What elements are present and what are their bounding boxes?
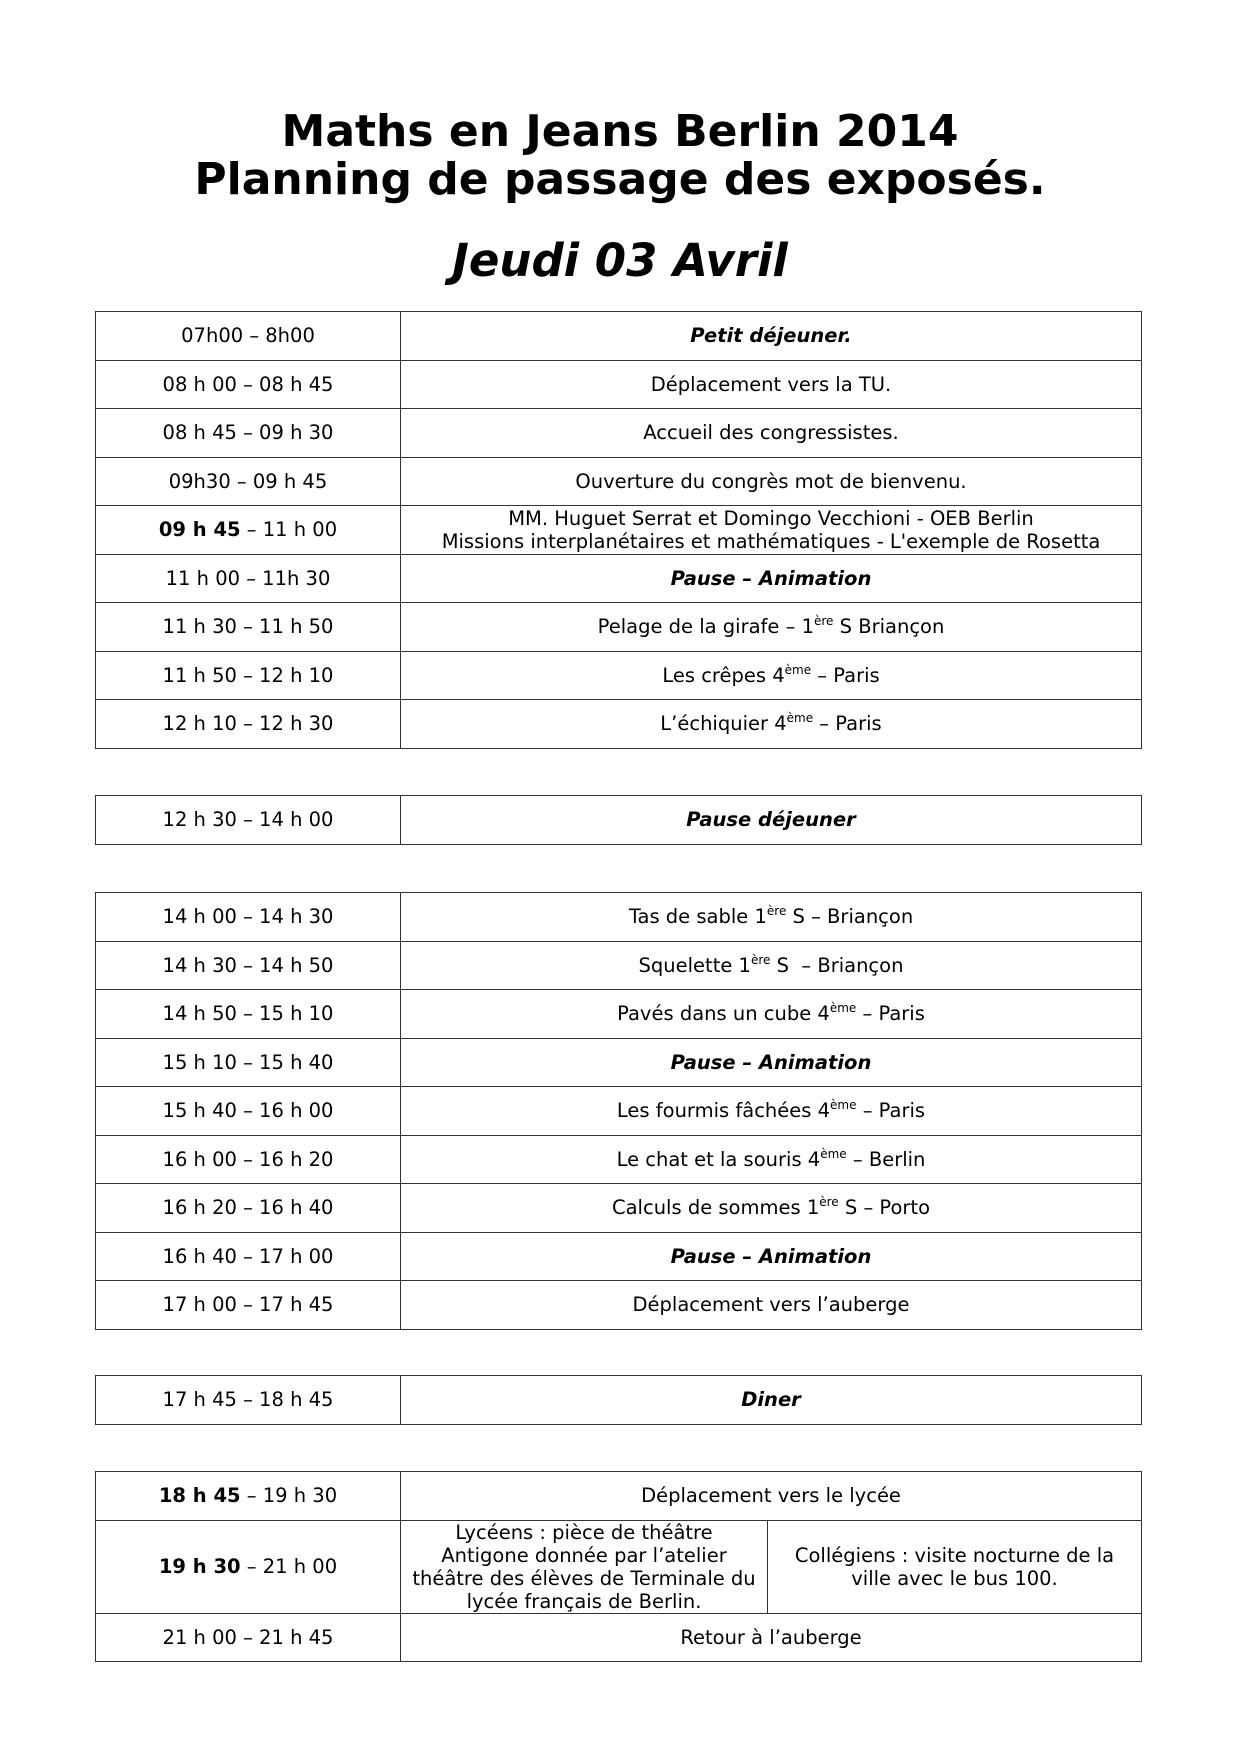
talk-school: – Berlin <box>846 1147 926 1171</box>
table-row <box>96 312 1142 361</box>
talk-school: S Briançon <box>833 615 945 639</box>
grade-suffix: ème <box>786 711 814 726</box>
talk-title: Les fourmis fâchées 4 <box>616 1099 831 1123</box>
table-row <box>96 1087 1142 1136</box>
table-row <box>96 893 1142 942</box>
talk-school: – Paris <box>813 712 882 736</box>
talk-title: Pavés dans un cube 4 <box>617 1002 830 1026</box>
table-row <box>96 603 1142 652</box>
time-start: 19 h 30 <box>158 1555 241 1578</box>
activity-cell <box>401 603 1142 652</box>
time-cell: 11 h 00 – 11h 30 <box>96 554 401 603</box>
schedule-table-evening <box>95 1471 1142 1662</box>
time-cell: 11 h 30 – 11 h 50 <box>96 603 401 652</box>
time-end: – 21 h 00 <box>240 1555 338 1578</box>
activity-cell: Diner <box>401 1376 1142 1425</box>
time-cell <box>96 1520 401 1613</box>
grade-suffix: ère <box>813 614 834 629</box>
schedule-table-lunch <box>95 795 1142 845</box>
activity-cell <box>401 990 1142 1039</box>
time-cell: 14 h 00 – 14 h 30 <box>96 893 401 942</box>
time-cell: 21 h 00 – 21 h 45 <box>96 1613 401 1662</box>
talk-school: – Paris <box>856 1002 925 1026</box>
grade-suffix: ère <box>819 1195 839 1210</box>
grade-suffix: ère <box>750 952 771 967</box>
talk-school: S – Porto <box>838 1196 930 1220</box>
talk-title: Pelage de la girafe – 1 <box>597 615 814 639</box>
speaker-line: MM. Huguet Serrat et Domingo Vecchioni - OEB Berlin <box>508 506 1034 530</box>
time-cell: 15 h 40 – 16 h 00 <box>96 1087 401 1136</box>
time-cell: 08 h 45 – 09 h 30 <box>96 409 401 458</box>
table-row <box>96 1376 1142 1425</box>
time-start: 18 h 45 <box>158 1484 241 1508</box>
activity-cell <box>401 893 1142 942</box>
table-row <box>96 990 1142 1039</box>
table-row <box>96 1232 1142 1281</box>
activity-cell: Pause – Animation <box>401 1038 1142 1087</box>
activity-cell: Accueil des congressistes. <box>401 409 1142 458</box>
talk-school: S – Briançon <box>786 905 914 929</box>
table-row <box>96 1613 1142 1662</box>
activity-cell <box>401 941 1142 990</box>
talk-title: Les crêpes 4 <box>662 663 785 687</box>
time-start: 09 h 45 <box>158 518 241 542</box>
table-row <box>96 506 1142 555</box>
time-cell: 12 h 10 – 12 h 30 <box>96 700 401 749</box>
schedule-table-dinner <box>95 1375 1142 1425</box>
activity-cell: Retour à l’auberge <box>401 1613 1142 1662</box>
activity-cell <box>401 651 1142 700</box>
talk-title: L’échiquier 4 <box>660 712 787 736</box>
grade-suffix: ème <box>820 1146 847 1161</box>
activity-cell <box>401 506 1142 555</box>
time-cell: 17 h 45 – 18 h 45 <box>96 1376 401 1425</box>
page-title: Maths en Jeans Berlin 2014 <box>281 106 959 157</box>
table-row <box>96 1184 1142 1233</box>
talk-school: – Paris <box>811 663 880 687</box>
table-row <box>96 941 1142 990</box>
page-subtitle-line: Planning de passage des exposés. <box>194 154 1046 205</box>
time-cell: 07h00 – 8h00 <box>96 312 401 361</box>
activity-cell-lyceens: Lycéens : pièce de théâtre Antigone donnée par l’atelier théâtre des élèves de Terminale du lycée français de Berlin. <box>401 1520 768 1613</box>
grade-suffix: ème <box>829 1001 857 1016</box>
activity-cell: Pause – Animation <box>401 1232 1142 1281</box>
time-cell: 11 h 50 – 12 h 10 <box>96 651 401 700</box>
talk-school: S – Briançon <box>770 953 904 977</box>
table-row <box>96 554 1142 603</box>
table-row <box>96 409 1142 458</box>
table-row <box>96 1135 1142 1184</box>
time-cell: 09h30 – 09 h 45 <box>96 457 401 506</box>
table-row <box>96 1281 1142 1330</box>
activity-cell: Déplacement vers l’auberge <box>401 1281 1142 1330</box>
activity-cell <box>401 1087 1142 1136</box>
table-row <box>96 651 1142 700</box>
activity-cell: Pause déjeuner <box>401 796 1142 845</box>
talk-title: Le chat et la souris 4 <box>616 1147 821 1171</box>
grade-suffix: ère <box>766 904 787 919</box>
table-row <box>96 360 1142 409</box>
table-row <box>96 1472 1142 1521</box>
time-cell: 16 h 00 – 16 h 20 <box>96 1135 401 1184</box>
talk-school: – Paris <box>856 1099 926 1123</box>
time-end: – 19 h 30 <box>240 1484 338 1508</box>
schedule-table-afternoon <box>95 892 1142 1330</box>
table-row <box>96 796 1142 845</box>
table-row <box>96 1520 1142 1613</box>
activity-cell: Petit déjeuner. <box>401 312 1142 361</box>
activity-cell: Déplacement vers la TU. <box>401 360 1142 409</box>
talk-title: Squelette 1 <box>638 953 751 977</box>
time-cell: 16 h 40 – 17 h 00 <box>96 1232 401 1281</box>
time-cell: 16 h 20 – 16 h 40 <box>96 1184 401 1233</box>
time-end: – 11 h 00 <box>240 518 338 542</box>
schedule-table-morning <box>95 311 1142 749</box>
activity-cell <box>401 700 1142 749</box>
activity-cell <box>401 1184 1142 1233</box>
time-cell <box>96 506 401 555</box>
time-cell: 15 h 10 – 15 h 40 <box>96 1038 401 1087</box>
talk-title: Calculs de sommes 1 <box>611 1196 820 1220</box>
activity-cell: Pause – Animation <box>401 554 1142 603</box>
activity-cell: Ouverture du congrès mot de bienvenu. <box>401 457 1142 506</box>
activity-cell <box>401 1135 1142 1184</box>
activity-cell-collegiens: Collégiens : visite nocturne de la ville avec le bus 100. <box>768 1520 1142 1613</box>
talk-title-line: Missions interplanétaires et mathématiques - L'exemple de Rosetta <box>441 529 1101 553</box>
grade-suffix: ème <box>830 1098 857 1113</box>
table-row <box>96 700 1142 749</box>
table-row <box>96 1038 1142 1087</box>
time-cell: 14 h 30 – 14 h 50 <box>96 941 401 990</box>
activity-cell: Déplacement vers le lycée <box>401 1472 1142 1521</box>
table-row <box>96 457 1142 506</box>
time-cell: 14 h 50 – 15 h 10 <box>96 990 401 1039</box>
time-cell <box>96 1472 401 1521</box>
day-heading: Jeudi 03 Avril <box>452 234 788 287</box>
time-cell: 12 h 30 – 14 h 00 <box>96 796 401 845</box>
time-cell: 17 h 00 – 17 h 45 <box>96 1281 401 1330</box>
talk-title: Tas de sable 1 <box>628 905 767 929</box>
grade-suffix: ème <box>784 662 812 677</box>
time-cell: 08 h 00 – 08 h 45 <box>96 360 401 409</box>
